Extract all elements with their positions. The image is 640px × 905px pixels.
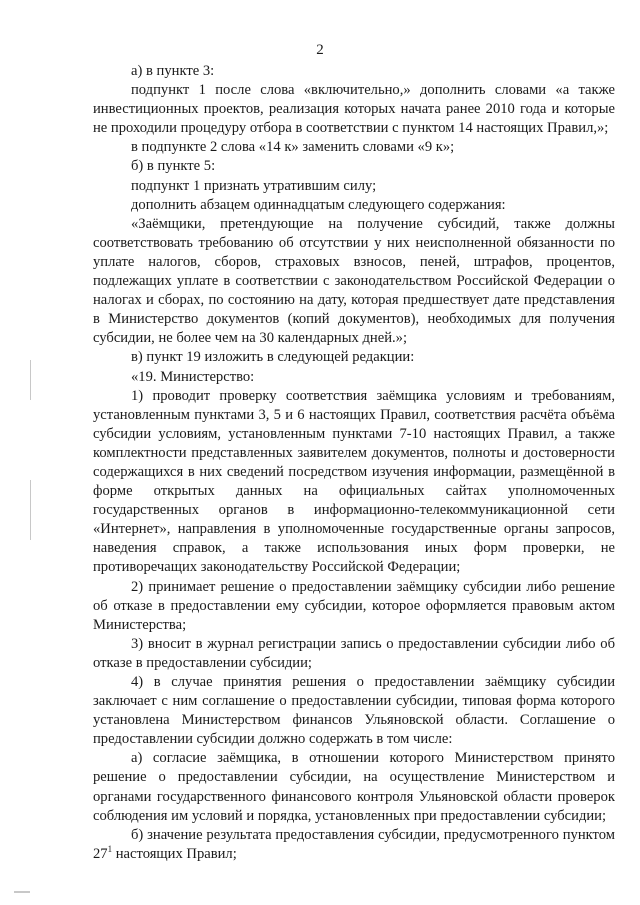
- paragraph: а) в пункте 3:: [131, 63, 215, 79]
- margin-mark: [30, 360, 31, 400]
- paragraph: а) согласие заёмщика, в отношении которого Министерством принято решение о предоставлении субсидии, на осуществление Министерством и органами государственного финансового контроля Ульяновской области проверок соблюдения им условий и порядка, установленных при предоставлении субсидии;: [93, 750, 615, 824]
- document-body: [93, 62, 615, 864]
- paragraph: 4) в случае принятия решения о предоставлении заёмщику субсидии заключает с ним соглашение о предоставлении субсидии, типовая форма которого установлена Министерством финансов Ульяновской области. Соглашение о предоставлении субсидии должно содержать в том числе:: [93, 674, 615, 748]
- paragraph-text: настоящих Правил;: [112, 845, 237, 862]
- margin-mark: [14, 891, 30, 893]
- paragraph: «19. Министерство:: [131, 368, 255, 385]
- paragraph: «Заёмщики, претендующие на получение субсидий, также должны соответствовать требованию об отсутствии у них неисполненной обязанности по уплате налогов, сборов, страховых взносов, пеней, штрафов, процентов, подлежащих уплате в соответствии с законодательством Российской Федерации о налогах и сборах, по состоянию на дату, которая предшествует дате представления в Министерство документов (копий документов), необходимых для получения субсидии, не более чем на 30 календарных дней.»;: [93, 215, 615, 347]
- page-number: 2: [316, 42, 324, 58]
- paragraph: б) в пункте 5:: [131, 158, 216, 175]
- paragraph: в) пункт 19 изложить в следующей редакции:: [131, 349, 415, 366]
- paragraph: 3) вносит в журнал регистрации запись о предоставлении субсидии либо об отказе в предоставлении субсидии;: [93, 635, 615, 671]
- paragraph: подпункт 1 после слова «включительно,» дополнить словами «а также инвестиционных проектов, реализация которых начата ранее 2010 года и которые не проходили процедуру отбора в соответствии с пунктом 14 настоящих Правил,»;: [93, 82, 615, 137]
- paragraph-text: б) значение результата предоставления субсидии, предусмотренного пунктом 27: [93, 826, 615, 862]
- paragraph: 1) проводит проверку соответствия заёмщика условиям и требованиям, установленным пунктами 3, 5 и 6 настоящих Правил, соответствия расчёта объёма субсидии условиям, установленным пунктами 7-10 настоящих Правил, а также комплектности представленных заявителем документов, полноты и достоверности содержащихся в них сведений посредством изучения информации, размещённой в форме открытых данных на официальных сайтах уполномоченных государственных органов в информационно-телекоммуникационной сети «Интернет», направления в уполномоченные государственные органы запросов, наведения справок, а также использования иных форм проверки, не противоречащих законодательству Российской Федерации;: [93, 387, 615, 576]
- margin-mark: [30, 480, 31, 540]
- paragraph: в подпункте 2 слова «14 к» заменить словами «9 к»;: [131, 139, 455, 156]
- superscript: 1: [107, 843, 113, 854]
- paragraph: 2) принимает решение о предоставлении заёмщику субсидии либо решение об отказе в предоставлении ему субсидии, которое оформляется правовым актом Министерства;: [93, 578, 615, 633]
- paragraph: [93, 826, 615, 864]
- paragraph: подпункт 1 признать утратившим силу;: [131, 177, 377, 194]
- paragraph: дополнить абзацем одиннадцатым следующего содержания:: [131, 196, 506, 213]
